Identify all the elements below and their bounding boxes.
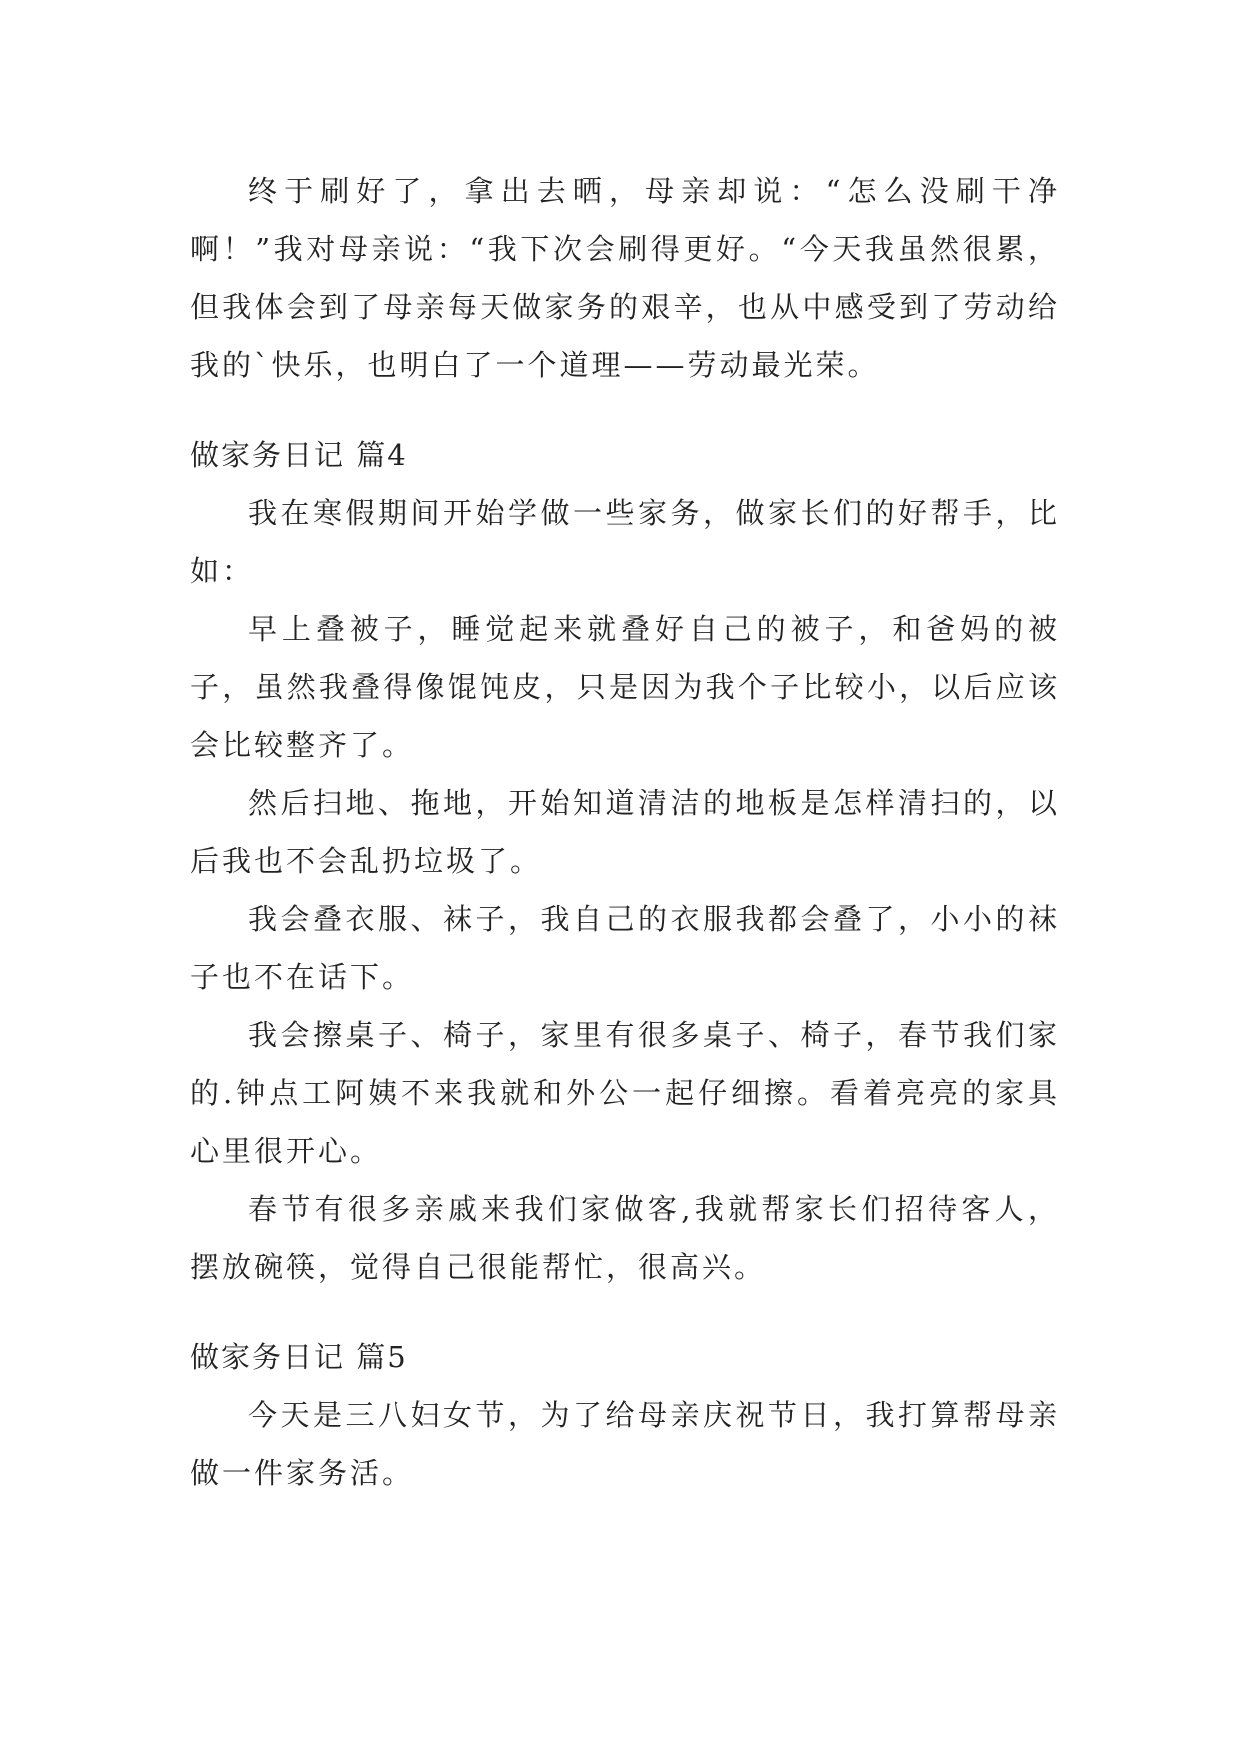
section-heading: 做家务日记 篇5: [190, 1340, 408, 1374]
paragraph: 然后扫地、拖地，开始知道清洁的地板是怎样清扫的，以后我也不会乱扔垃圾了。: [190, 786, 1060, 878]
paragraph: 我会叠衣服、袜子，我自己的衣服我都会叠了，小小的袜子也不在话下。: [190, 902, 1060, 994]
section-gap: [190, 394, 1060, 426]
paragraph: 我会擦桌子、椅子，家里有很多桌子、椅子，春节我们家的.钟点工阿姨不来我就和外公一起仔细擦。看着亮亮的家具心里很开心。: [190, 1018, 1060, 1168]
section-gap: [190, 1296, 1060, 1328]
paragraph: 终于刷好了，拿出去晒，母亲却说：“怎么没刷干净啊！”我对母亲说：“我下次会刷得更好。“今天我虽然很累，但我体会到了母亲每天做家务的艰辛，也从中感受到了劳动给我的`快乐，也明白了一个道理——劳动最光荣。: [190, 174, 1060, 382]
section-heading: 做家务日记 篇4: [190, 438, 408, 472]
paragraph: 今天是三八妇女节，为了给母亲庆祝节日，我打算帮母亲做一件家务活。: [190, 1398, 1060, 1490]
document-body: [190, 162, 1060, 1502]
paragraph: 春节有很多亲戚来我们家做客,我就帮家长们招待客人，摆放碗筷，觉得自己很能帮忙，很高兴。: [190, 1192, 1060, 1284]
paragraph: 早上叠被子，睡觉起来就叠好自己的被子，和爸妈的被子，虽然我叠得像馄饨皮，只是因为我个子比较小，以后应该会比较整齐了。: [190, 612, 1060, 762]
paragraph: 我在寒假期间开始学做一些家务，做家长们的好帮手，比如：: [190, 496, 1060, 588]
